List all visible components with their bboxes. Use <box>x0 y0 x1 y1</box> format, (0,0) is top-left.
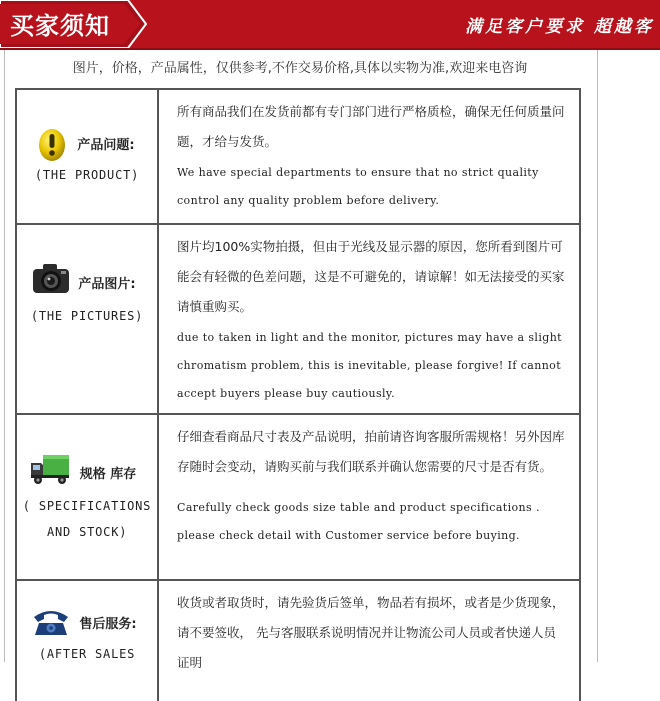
table-row-after-sales <box>15 581 581 701</box>
label-cn: 售后服务: <box>79 617 137 632</box>
label-en: (THE PICTURES) <box>30 309 144 323</box>
row-label-specifications <box>17 415 159 579</box>
row-label-after-sales <box>17 581 159 701</box>
row-content-specifications <box>159 415 579 579</box>
row-content-after-sales <box>159 581 579 701</box>
page-title: 买家须知 <box>10 12 110 40</box>
notice-text: 图片，价格，产品属性，仅供参考,不作交易价格,具体以实物为准,欢迎来电咨询 <box>72 61 528 76</box>
description-cn: 收货或者取货时，请先验货后签单，物品若有损坏，或者是少货现象，请不要签收， 先与客服联系说明情况并让物流公司人员或者快递人员证明 <box>177 595 565 670</box>
info-table <box>15 88 581 701</box>
table-row-pictures <box>15 225 581 415</box>
row-content-product <box>159 90 579 223</box>
description-cn: 图片均100%实物拍摄，但由于光线及显示器的原因，您所看到图片可能会有轻微的色差问题，这是不可避免的，请谅解！如无法接受的买家请慎重购买。 <box>177 239 565 314</box>
description-cn: 仔细查看商品尺寸表及产品说明，拍前请咨询客服所需规格！另外因库存随时会变动，请购买前与我们联系并确认您需要的尺寸是否有货。 <box>177 429 565 474</box>
row-label-product <box>17 90 159 223</box>
table-row-product <box>15 90 581 225</box>
table-row-specifications <box>15 415 581 581</box>
description-en: due to taken in light and the monitor, pictures may have a slight chromatism problem, this is inevitable, please forgive! If cannot accept buyers please buy cautiously. <box>177 331 562 400</box>
description-cn: 所有商品我们在发货前都有专门部门进行严格质检，确保无任何质量问题，才给与发货。 <box>177 104 565 149</box>
label-cn: 产品图片: <box>78 277 136 292</box>
description-en: We have special departments to ensure that no strict quality control any quality problem before delivery. <box>177 166 539 207</box>
row-label-pictures <box>17 225 159 413</box>
row-content-pictures <box>159 225 579 413</box>
label-en: (AFTER SALES <box>38 647 136 661</box>
label-en-line-2: AND STOCK) <box>47 525 128 539</box>
label-cn: 产品问题: <box>77 138 135 153</box>
label-cn: 规格 库存 <box>79 467 137 482</box>
label-en: (THE PRODUCT) <box>34 168 140 182</box>
label-en-line-1: ( SPECIFICATIONS <box>22 499 152 513</box>
header-banner <box>0 0 660 50</box>
banner-slogan: 满足客户要求 超越客 <box>465 17 654 37</box>
description-en: Carefully check goods size table and product specifications . please check detail with Customer service before buying. <box>177 501 540 542</box>
